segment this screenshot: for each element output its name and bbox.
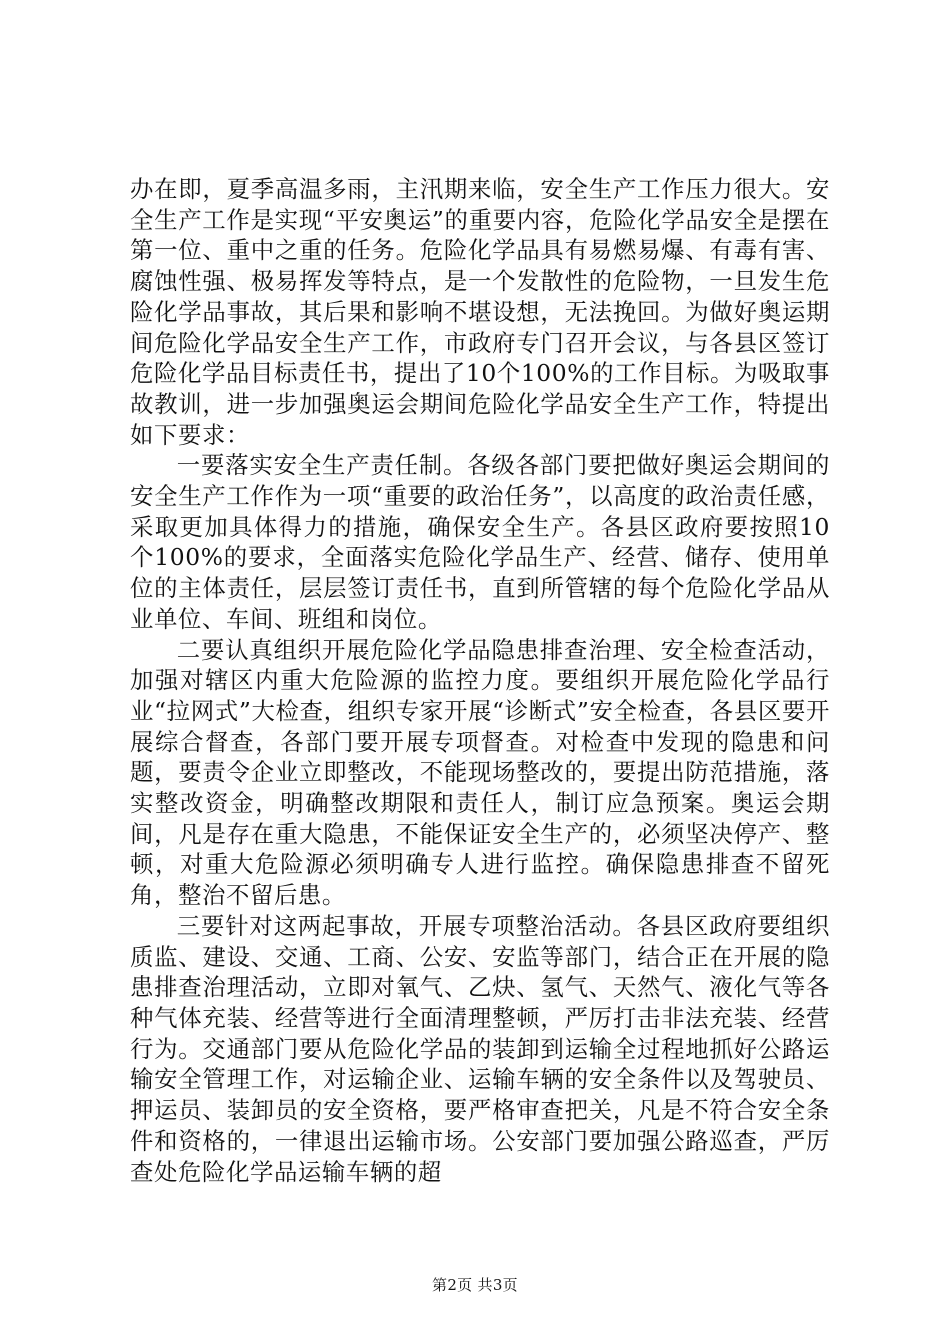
paragraph-requirement-2: 二要认真组织开展危险化学品隐患排查治理、安全检查活动，加强对辖区内重大危险源的监控力度。要组织开展危险化学品行业“拉网式”大检查，组织专家开展“诊断式”安全检查，各县区要开展综合督查，各部门要开展专项督查。对检查中发现的隐患和问题，要责令企业立即整改，不能现场整改的，要提出防范措施，落实整改资金，明确整改期限和责任人，制订应急预案。奥运会期间，凡是存在重大隐患，不能保证安全生产的，必须坚决停产、整顿，对重大危险源必须明确专人进行监控。确保隐患排查不留死角，整治不留后患。 (130, 635, 830, 910)
page-number-footer: 第2页 共3页 (432, 1276, 518, 1294)
paragraph-requirement-1: 一要落实安全生产责任制。各级各部门要把做好奥运会期间的安全生产工作作为一项“重要的政治任务”，以高度的政治责任感，采取更加具体得力的措施，确保安全生产。各县区政府要按照10个100%的要求，全面落实危险化学品生产、经营、储存、使用单位的主体责任，层层签订责任书，直到所管辖的每个危险化学品从业单位、车间、班组和岗位。 (130, 451, 830, 633)
paragraph-intro: 办在即，夏季高温多雨，主汛期来临，安全生产工作压力很大。安全生产工作是实现“平安奥运”的重要内容，危险化学品安全是摆在第一位、重中之重的任务。危险化学品具有易燃易爆、有毒有害、腐蚀性强、极易挥发等特点，是一个发散性的危险物，一旦发生危险化学品事故，其后果和影响不堪设想，无法挽回。为做好奥运期间危险化学品安全生产工作，市政府专门召开会议，与各县区签订危险化学品目标责任书，提出了10个100%的工作目标。为吸取事故教训，进一步加强奥运会期间危险化学品安全生产工作，特提出如下要求： (130, 175, 830, 449)
paragraph-requirement-3: 三要针对这两起事故，开展专项整治活动。各县区政府要组织质监、建设、交通、工商、公安、安监等部门，结合正在开展的隐患排查治理活动，立即对氧气、乙炔、氢气、天然气、液化气等各种气体充装、经营等进行全面清理整顿，严厉打击非法充装、经营行为。交通部门要从危险化学品的装卸到运输全过程地抓好公路运输安全管理工作，对运输企业、运输车辆的安全条件以及驾驶员、押运员、装卸员的安全资格，要严格审查把关，凡是不符合安全条件和资格的，一律退出运输市场。公安部门要加强公路巡查，严厉查处危险化学品运输车辆的超 (130, 911, 830, 1186)
document-body (130, 174, 830, 1187)
